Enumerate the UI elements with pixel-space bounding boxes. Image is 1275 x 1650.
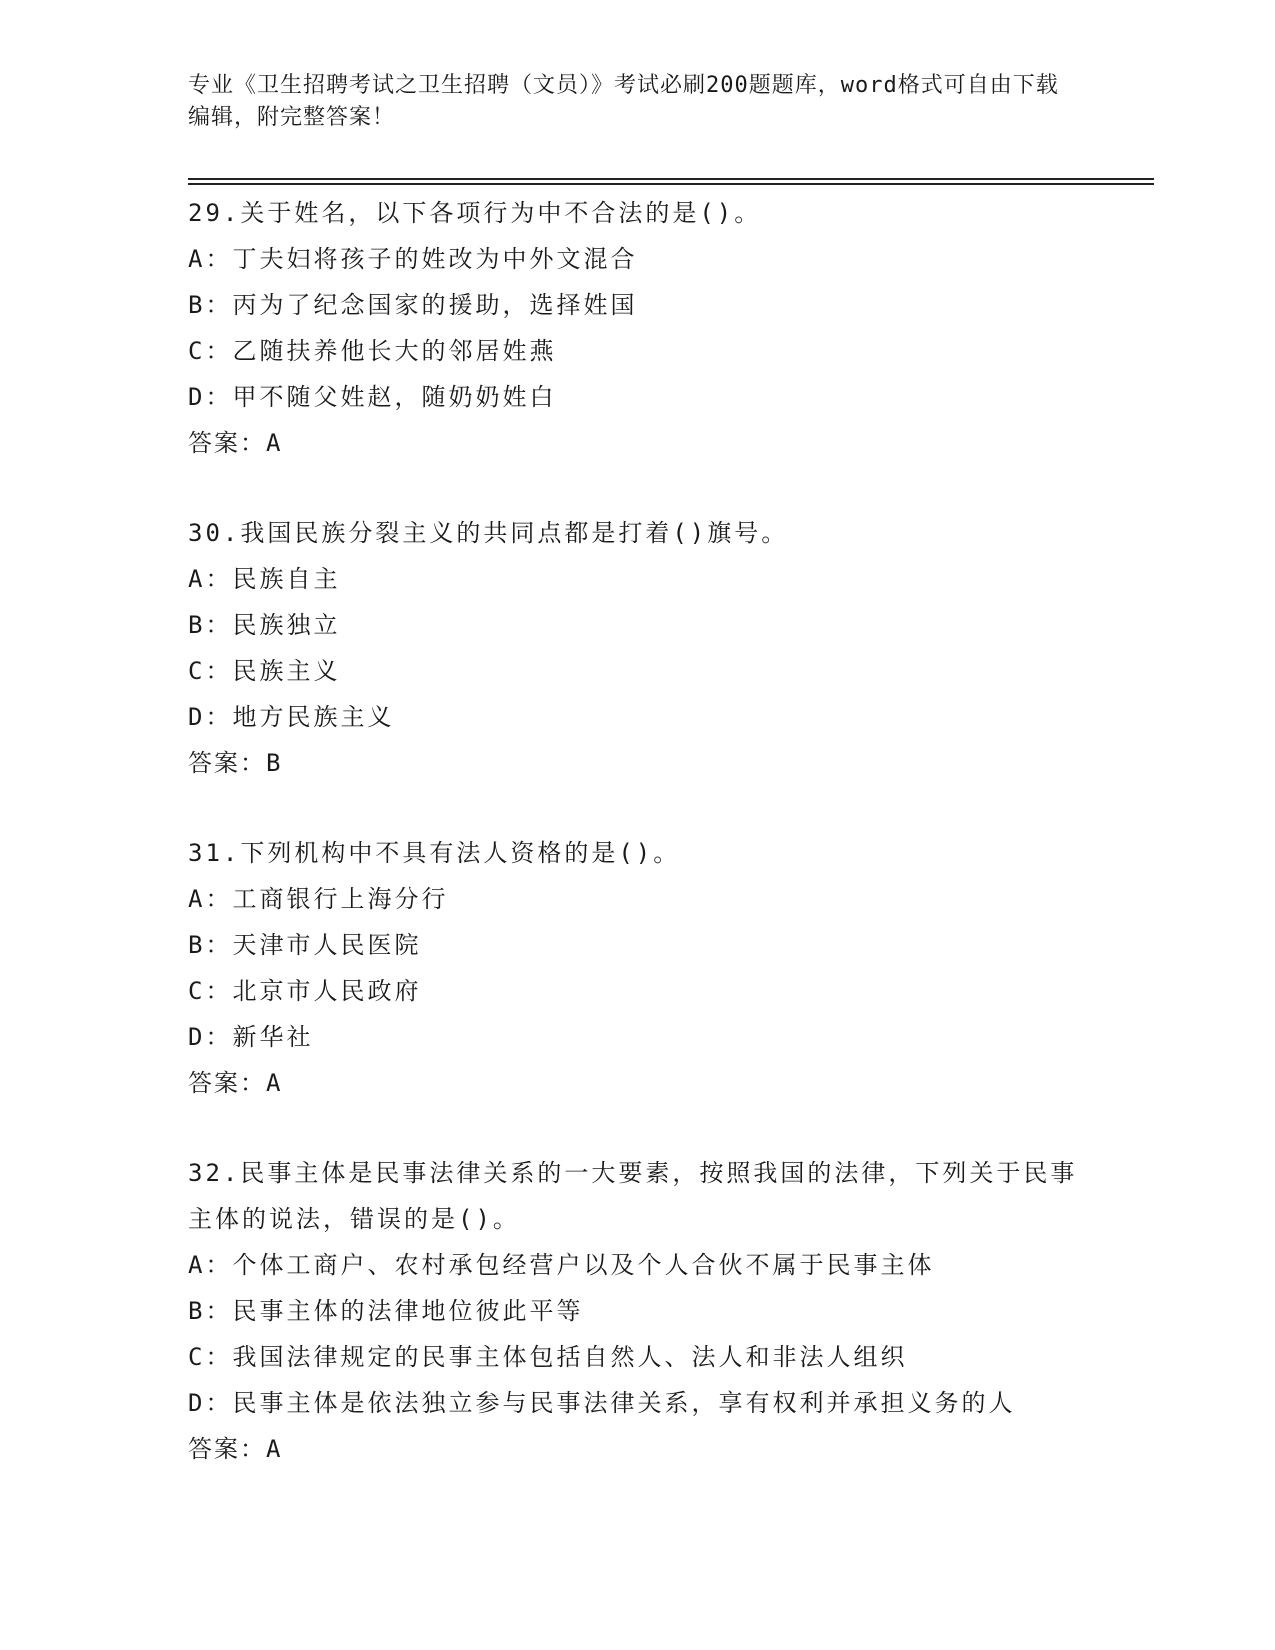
option-c: C：我国法律规定的民事主体包括自然人、法人和非法人组织 — [188, 1343, 908, 1371]
option-b: B：天津市人民医院 — [188, 931, 422, 959]
option-b: B：民族独立 — [188, 611, 341, 639]
question-list — [188, 190, 1088, 1516]
answer-value: B — [266, 749, 283, 777]
answer-value: A — [266, 1435, 283, 1463]
document-header — [188, 70, 1068, 134]
option-b: B：丙为了纪念国家的援助，选择姓国 — [188, 291, 638, 319]
option-d: D：甲不随父姓赵，随奶奶姓白 — [188, 383, 557, 411]
answer-line — [188, 1426, 1088, 1472]
question-32 — [188, 1150, 1088, 1472]
question-31 — [188, 830, 1088, 1106]
question-stem: 31.下列机构中不具有法人资格的是()。 — [188, 839, 681, 867]
option-a: A：民族自主 — [188, 565, 341, 593]
question-stem: 30.我国民族分裂主义的共同点都是打着()旗号。 — [188, 519, 789, 547]
option-a: A：丁夫妇将孩子的姓改为中外文混合 — [188, 245, 638, 273]
option-b: B：民事主体的法律地位彼此平等 — [188, 1297, 584, 1325]
option-d: D：地方民族主义 — [188, 703, 395, 731]
option-c: C：北京市人民政府 — [188, 977, 422, 1005]
option-a: A：工商银行上海分行 — [188, 885, 449, 913]
question-stem: 29.关于姓名，以下各项行为中不合法的是()。 — [188, 199, 762, 227]
option-a: A：个体工商户、农村承包经营户以及个人合伙不属于民事主体 — [188, 1251, 935, 1279]
answer-value: A — [266, 1069, 283, 1097]
option-c: C：民族主义 — [188, 657, 341, 685]
question-stem: 32.民事主体是民事法律关系的一大要素，按照我国的法律，下列关于民事主体的说法，错误的是()。 — [188, 1159, 1078, 1233]
answer-line — [188, 1060, 1088, 1106]
answer-line — [188, 420, 1088, 466]
question-29 — [188, 190, 1088, 466]
answer-line — [188, 740, 1088, 786]
question-30 — [188, 510, 1088, 786]
answer-label: 答案： — [188, 1069, 266, 1097]
answer-value: A — [266, 429, 283, 457]
option-d: D：新华社 — [188, 1023, 314, 1051]
option-c: C：乙随扶养他长大的邻居姓燕 — [188, 337, 557, 365]
answer-label: 答案： — [188, 749, 266, 777]
header-intro-text: 专业《卫生招聘考试之卫生招聘（文员）》考试必刷200题题库，word格式可自由下载编辑，附完整答案！ — [188, 73, 1059, 130]
header-divider-bottom — [188, 183, 1154, 185]
answer-label: 答案： — [188, 1435, 266, 1463]
option-d: D：民事主体是依法独立参与民事法律关系，享有权利并承担义务的人 — [188, 1389, 1016, 1417]
answer-label: 答案： — [188, 429, 266, 457]
header-divider-top — [188, 178, 1154, 180]
